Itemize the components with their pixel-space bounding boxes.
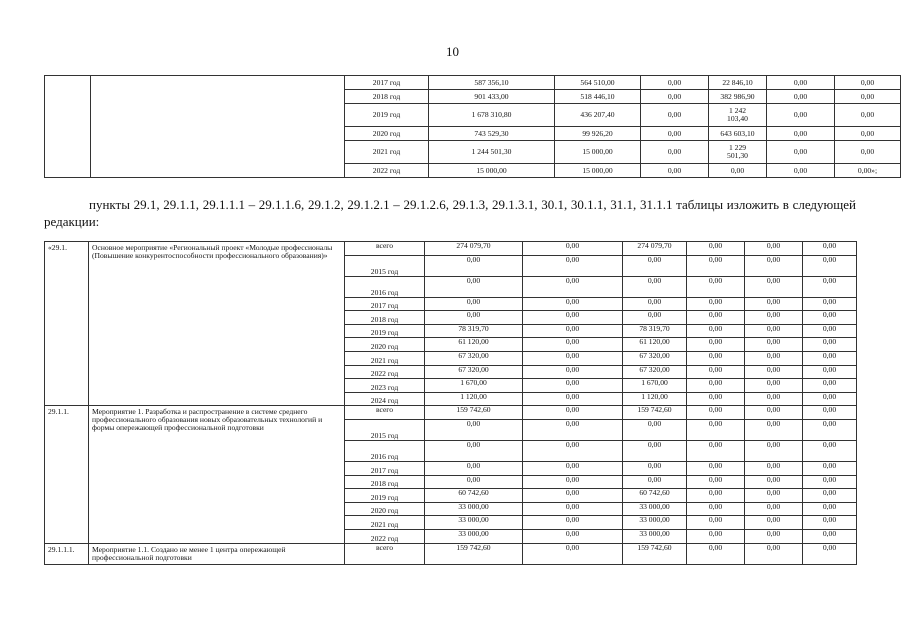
value-cell: 0,00 (687, 392, 745, 406)
value-cell: 0,00 (803, 351, 857, 365)
value-cell: 99 926,20 (555, 127, 641, 141)
value-cell: 0,00 (803, 419, 857, 440)
value-cell: 0,00 (745, 502, 803, 516)
year-cell: 2021 год (345, 141, 429, 164)
value-cell: 0,00 (745, 276, 803, 297)
value-cell: 159 742,60 (623, 406, 687, 420)
value-cell: 0,00 (803, 242, 857, 256)
value-cell: 0,00 (687, 489, 745, 503)
year-cell: 2018 год (345, 311, 425, 325)
budget-table-new-edition (44, 241, 857, 565)
value-cell: 0,00 (687, 475, 745, 489)
value-cell: 0,00 (835, 141, 901, 164)
page-number: 10 (446, 44, 459, 59)
value-cell: 643 603,10 (709, 127, 767, 141)
value-cell: 0,00»; (835, 164, 901, 178)
item-code: 29.1.1. (45, 406, 89, 543)
value-cell: 0,00 (803, 392, 857, 406)
value-cell: 1 244 501,30 (429, 141, 555, 164)
budget-table-continuation (44, 75, 901, 178)
value-cell: 0,00 (767, 90, 835, 104)
value-cell: 0,00 (523, 516, 623, 530)
value-cell: 0,00 (745, 461, 803, 475)
value-cell: 0,00 (687, 297, 745, 311)
value-cell: 0,00 (523, 276, 623, 297)
value-cell: 0,00 (803, 440, 857, 461)
value-cell: 1 229 501,30 (709, 141, 767, 164)
value-cell: 901 433,00 (429, 90, 555, 104)
value-cell: 0,00 (641, 104, 709, 127)
year-cell: 2020 год (345, 127, 429, 141)
value-cell: 0,00 (523, 392, 623, 406)
value-cell: 0,00 (425, 419, 523, 440)
value-cell: 0,00 (523, 351, 623, 365)
value-cell: 0,00 (425, 255, 523, 276)
year-cell: 2021 год (345, 351, 425, 365)
value-cell: 0,00 (425, 440, 523, 461)
year-cell: 2015 год (345, 255, 425, 276)
value-cell: 0,00 (687, 338, 745, 352)
value-cell: 0,00 (523, 324, 623, 338)
year-cell: 2022 год (345, 529, 425, 543)
value-cell: 564 510,00 (555, 76, 641, 90)
value-cell: 0,00 (745, 242, 803, 256)
value-cell: 0,00 (745, 297, 803, 311)
value-cell: 0,00 (745, 419, 803, 440)
value-cell: 0,00 (767, 141, 835, 164)
value-cell: 0,00 (745, 379, 803, 393)
value-cell: 0,00 (641, 141, 709, 164)
value-cell: 0,00 (623, 276, 687, 297)
value-cell: 159 742,60 (425, 543, 523, 564)
value-cell: 0,00 (803, 365, 857, 379)
value-cell: 159 742,60 (425, 406, 523, 420)
value-cell: 382 986,90 (709, 90, 767, 104)
value-cell: 0,00 (523, 255, 623, 276)
value-cell: 0,00 (523, 365, 623, 379)
value-cell: 0,00 (523, 297, 623, 311)
value-cell: 0,00 (687, 461, 745, 475)
value-cell: 33 000,00 (623, 529, 687, 543)
value-cell: 0,00 (425, 297, 523, 311)
table-row (45, 543, 857, 564)
value-cell: 0,00 (523, 543, 623, 564)
value-cell: 0,00 (835, 127, 901, 141)
value-cell: 0,00 (425, 311, 523, 325)
year-cell: всего (345, 242, 425, 256)
value-cell: 0,00 (835, 76, 901, 90)
value-cell: 0,00 (803, 475, 857, 489)
item-code: 29.1.1.1. (45, 543, 89, 564)
value-cell: 0,00 (745, 543, 803, 564)
value-cell: 0,00 (523, 475, 623, 489)
value-cell: 0,00 (623, 297, 687, 311)
year-cell: 2017 год (345, 297, 425, 311)
value-cell: 0,00 (687, 406, 745, 420)
year-cell: 2015 год (345, 419, 425, 440)
year-cell: всего (345, 406, 425, 420)
value-cell: 518 446,10 (555, 90, 641, 104)
value-cell: 436 207,40 (555, 104, 641, 127)
value-cell: 15 000,00 (429, 164, 555, 178)
value-cell: 0,00 (687, 543, 745, 564)
value-cell: 0,00 (803, 516, 857, 530)
item-code: «29.1. (45, 242, 89, 406)
year-cell: 2022 год (345, 365, 425, 379)
value-cell: 0,00 (803, 489, 857, 503)
value-cell: 0,00 (803, 461, 857, 475)
value-cell: 0,00 (687, 502, 745, 516)
value-cell: 0,00 (687, 324, 745, 338)
value-cell: 0,00 (745, 489, 803, 503)
value-cell: 0,00 (623, 419, 687, 440)
value-cell: 78 319,70 (425, 324, 523, 338)
value-cell: 33 000,00 (623, 516, 687, 530)
value-cell: 0,00 (523, 406, 623, 420)
year-cell: 2018 год (345, 90, 429, 104)
value-cell: 1 120,00 (623, 392, 687, 406)
value-cell: 0,00 (425, 461, 523, 475)
value-cell: 0,00 (803, 543, 857, 564)
value-cell: 33 000,00 (425, 529, 523, 543)
value-cell: 0,00 (803, 502, 857, 516)
item-title: Основное мероприятие «Региональный проект «Молодые профессионалы (Повышение конкурентоспособности профессионального образования)» (89, 242, 345, 406)
value-cell: 0,00 (709, 164, 767, 178)
value-cell: 0,00 (523, 529, 623, 543)
year-cell: 2016 год (345, 440, 425, 461)
value-cell: 274 079,70 (425, 242, 523, 256)
value-cell: 22 846,10 (709, 76, 767, 90)
year-cell: 2022 год (345, 164, 429, 178)
year-cell: 2018 год (345, 475, 425, 489)
value-cell: 0,00 (767, 76, 835, 90)
value-cell: 0,00 (745, 392, 803, 406)
value-cell: 0,00 (641, 76, 709, 90)
value-cell: 274 079,70 (623, 242, 687, 256)
value-cell: 0,00 (767, 127, 835, 141)
value-cell: 0,00 (745, 311, 803, 325)
value-cell: 0,00 (687, 529, 745, 543)
value-cell: 0,00 (687, 419, 745, 440)
value-cell: 0,00 (767, 104, 835, 127)
value-cell: 15 000,00 (555, 141, 641, 164)
value-cell: 15 000,00 (555, 164, 641, 178)
value-cell: 0,00 (803, 338, 857, 352)
year-cell: всего (345, 543, 425, 564)
value-cell: 159 742,60 (623, 543, 687, 564)
year-cell: 2021 год (345, 516, 425, 530)
value-cell: 0,00 (523, 311, 623, 325)
value-cell: 0,00 (745, 351, 803, 365)
item-title: Мероприятие 1.1. Создано не менее 1 центра опережающей профессиональной подготовки (89, 543, 345, 564)
amendment-paragraph: пункты 29.1, 29.1.1, 29.1.1.1 – 29.1.1.6, 29.1.2, 29.1.2.1 – 29.1.2.6, 29.1.3, 29.1.3.1, 30.1, 30.1.1, 31.1, 31.1.1 таблицы изложить в следующей редакции: (44, 197, 856, 229)
value-cell: 0,00 (803, 297, 857, 311)
value-cell: 0,00 (623, 255, 687, 276)
value-cell: 0,00 (687, 311, 745, 325)
value-cell: 743 529,30 (429, 127, 555, 141)
title-cell (91, 76, 345, 178)
year-cell: 2023 год (345, 379, 425, 393)
table-row (45, 406, 857, 420)
value-cell: 0,00 (745, 516, 803, 530)
value-cell: 67 320,00 (425, 365, 523, 379)
code-cell (45, 76, 91, 178)
year-cell: 2020 год (345, 338, 425, 352)
year-cell: 2017 год (345, 76, 429, 90)
value-cell: 61 120,00 (623, 338, 687, 352)
value-cell: 33 000,00 (623, 502, 687, 516)
value-cell: 0,00 (687, 516, 745, 530)
value-cell: 0,00 (687, 255, 745, 276)
item-title: Мероприятие 1. Разработка и распространение в системе среднего профессионального образования новых образовательных технологий и формы опережающей профессиональной подготовки (89, 406, 345, 543)
year-cell: 2016 год (345, 276, 425, 297)
value-cell: 67 320,00 (425, 351, 523, 365)
value-cell: 60 742,60 (425, 489, 523, 503)
value-cell: 0,00 (745, 365, 803, 379)
value-cell: 0,00 (687, 276, 745, 297)
value-cell: 0,00 (523, 338, 623, 352)
value-cell: 0,00 (523, 489, 623, 503)
value-cell: 33 000,00 (425, 516, 523, 530)
value-cell: 0,00 (687, 440, 745, 461)
value-cell: 0,00 (623, 461, 687, 475)
value-cell: 61 120,00 (425, 338, 523, 352)
value-cell: 0,00 (767, 164, 835, 178)
value-cell: 33 000,00 (425, 502, 523, 516)
value-cell: 587 356,10 (429, 76, 555, 90)
value-cell: 0,00 (745, 406, 803, 420)
value-cell: 0,00 (803, 324, 857, 338)
year-cell: 2019 год (345, 489, 425, 503)
value-cell: 0,00 (523, 242, 623, 256)
value-cell: 0,00 (687, 379, 745, 393)
value-cell: 0,00 (623, 475, 687, 489)
value-cell: 0,00 (803, 255, 857, 276)
value-cell: 0,00 (623, 440, 687, 461)
value-cell: 0,00 (523, 379, 623, 393)
value-cell: 0,00 (745, 440, 803, 461)
year-cell: 2019 год (345, 324, 425, 338)
value-cell: 78 319,70 (623, 324, 687, 338)
year-cell: 2019 год (345, 104, 429, 127)
value-cell: 1 242 103,40 (709, 104, 767, 127)
value-cell: 0,00 (803, 379, 857, 393)
value-cell: 0,00 (745, 324, 803, 338)
value-cell: 0,00 (641, 90, 709, 104)
value-cell: 0,00 (641, 164, 709, 178)
value-cell: 1 678 310,80 (429, 104, 555, 127)
value-cell: 1 120,00 (425, 392, 523, 406)
value-cell: 67 320,00 (623, 365, 687, 379)
year-cell: 2024 год (345, 392, 425, 406)
value-cell: 0,00 (803, 529, 857, 543)
value-cell: 0,00 (523, 502, 623, 516)
value-cell: 0,00 (687, 351, 745, 365)
value-cell: 0,00 (523, 461, 623, 475)
value-cell: 60 742,60 (623, 489, 687, 503)
table-row (45, 242, 857, 256)
value-cell: 0,00 (803, 406, 857, 420)
value-cell: 0,00 (425, 475, 523, 489)
value-cell: 0,00 (745, 255, 803, 276)
value-cell: 0,00 (803, 311, 857, 325)
value-cell: 0,00 (687, 365, 745, 379)
value-cell: 0,00 (641, 127, 709, 141)
value-cell: 1 670,00 (623, 379, 687, 393)
value-cell: 0,00 (687, 242, 745, 256)
value-cell: 67 320,00 (623, 351, 687, 365)
value-cell: 0,00 (803, 276, 857, 297)
value-cell: 1 670,00 (425, 379, 523, 393)
year-cell: 2020 год (345, 502, 425, 516)
year-cell: 2017 год (345, 461, 425, 475)
value-cell: 0,00 (835, 90, 901, 104)
value-cell: 0,00 (745, 338, 803, 352)
table-row (45, 76, 901, 90)
value-cell: 0,00 (425, 276, 523, 297)
value-cell: 0,00 (523, 419, 623, 440)
value-cell: 0,00 (745, 529, 803, 543)
value-cell: 0,00 (523, 440, 623, 461)
value-cell: 0,00 (835, 104, 901, 127)
value-cell: 0,00 (623, 311, 687, 325)
value-cell: 0,00 (745, 475, 803, 489)
